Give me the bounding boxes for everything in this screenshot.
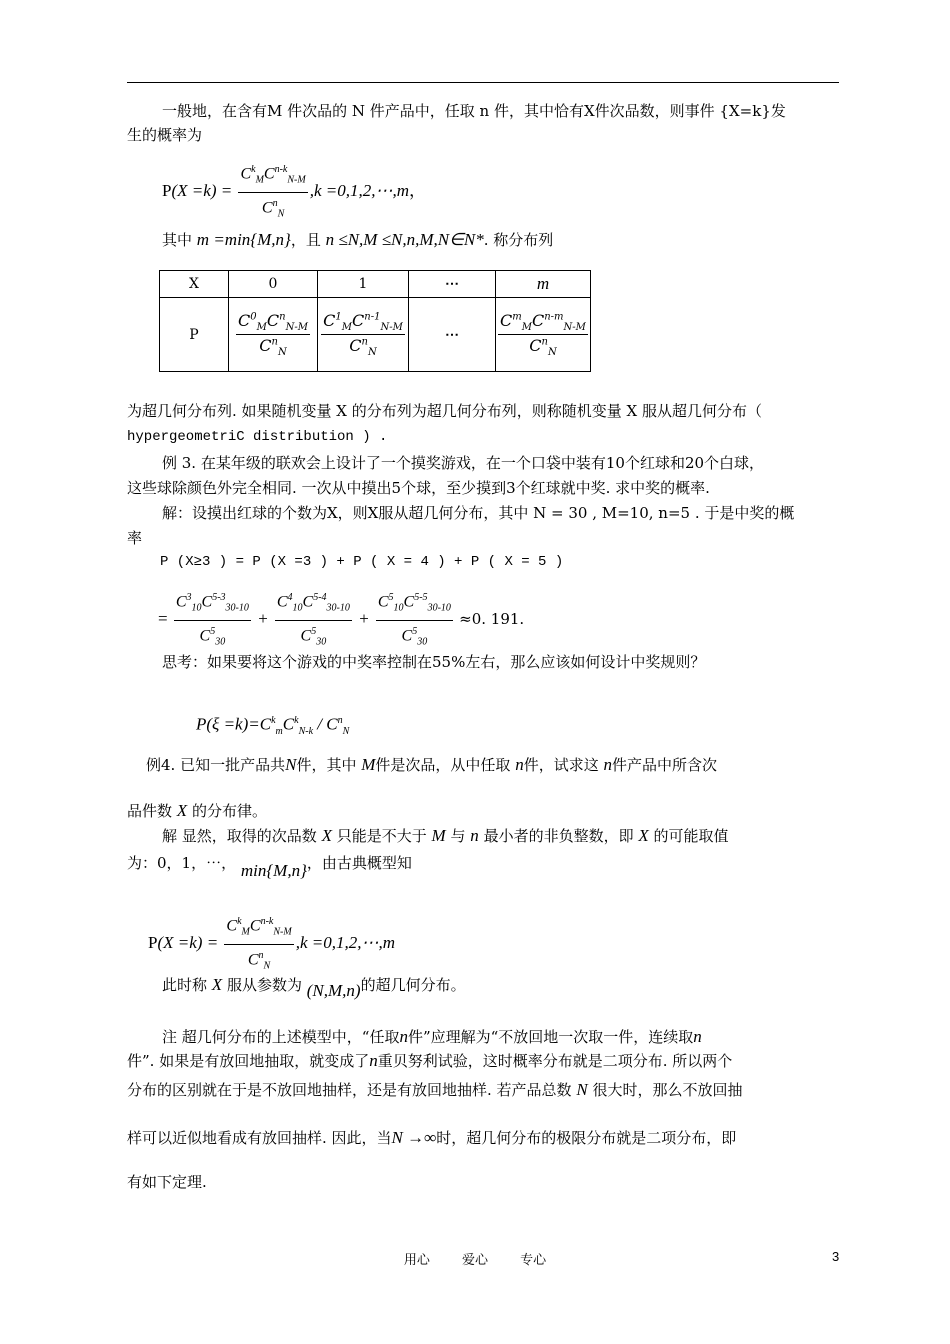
hypergeometric-formula-3: P(X =k) = $\frac{C^k_MC^{n-k}_{N-M}}{C^n_N}$ ,k =0,1,2,⋯,m: [148, 912, 395, 976]
condition: n ≤N,M ≤N,n,M,N∈N*: [325, 230, 484, 249]
table-prob-1: $\frac{C^1_MC^{n-1}_{N-M}}{C^n_N}$: [318, 298, 409, 372]
table-cell: ⋯: [409, 298, 496, 372]
footer-word: 爱心: [461, 1253, 488, 1268]
intro-line-1: 一般地，在含有M 件次品的 N 件产品中，任取 n 件，其中恰有X件次品数，则事件 {X=k}发: [162, 102, 786, 120]
table-cell: 0: [229, 271, 318, 298]
example3-line-2: 这些球除颜色外完全相同. 一次从中摸出5个球，至少摸到3个红球就中奖. 求中奖的概率.: [127, 479, 710, 497]
parameter-line: 此时称 X 服从参数为 (N,M,n)的超几何分布。: [162, 975, 466, 1000]
note-line-5: 有如下定理.: [127, 1173, 207, 1191]
m-definition: m =min{M,n}: [196, 230, 291, 249]
intro-line-2: 生的概率为: [127, 126, 203, 144]
distribution-table: [159, 270, 591, 372]
note-line-1: 注 超几何分布的上述模型中，“任取n件”应理解为“不放回地一次取一件，连续取n: [162, 1027, 702, 1046]
table-cell: ⋯: [409, 271, 496, 298]
footer: [0, 1249, 950, 1268]
example4-line-2: 品件数 X 的分布律。: [127, 801, 267, 820]
solution3-sum: = $\frac{C^3_{10}C^{5-3}_{30-10}}{C^5_{30}}$ + $\frac{C^4_{10}C^{5-4}_{30-10}}{C^5_{30}}$ + $\frac{C^5_{10}C^{5-5}_{30-10}}{C^5_{30}}$ ≈0. 191.: [158, 588, 524, 652]
footer-word: 专心: [520, 1253, 547, 1268]
table-prob-0: $\frac{C^0_MC^n_{N-M}}{C^n_N}$: [229, 298, 318, 372]
solution3-line-2: 率: [127, 529, 143, 547]
definition-line: 其中 m =min{M,n}，且 n ≤N,M ≤N,n,M,N∈N*. 称分布列: [162, 230, 554, 249]
example3-line-1: 例 3. 在某年级的联欢会上设计了一个摸奖游戏，在一个口袋中装有10个红球和20个白球，: [162, 454, 765, 472]
solution3-line-1: 解：设摸出红球的个数为X，则X服从超几何分布，其中 N = 30 , M=10, n=5 . 于是中奖的概: [162, 504, 795, 522]
hypergeometric-formula-1: P(X =k) = $\frac{C^k_MC^{n-k}_{N-M}}{C^n_N}$ ,k =0,1,2,⋯,m，: [162, 160, 426, 224]
page-number: 3: [832, 1249, 840, 1264]
table-cell: m: [496, 271, 591, 298]
solution3-line-3: P (X≥3 ) = P (X =3 ) + P ( X = 4 ) + P ( X = 5 ): [160, 554, 564, 570]
definition-line-3: hypergeometriC distribution ) .: [127, 429, 388, 445]
solution4-line-1: 解 显然，取得的次品数 X 只能是不大于 M 与 n 最小者的非负整数，即 X 的可能取值: [162, 826, 729, 845]
table-header-x: X: [160, 271, 229, 298]
definition-line-2: 为超几何分布列. 如果随机变量 X 的分布列为超几何分布列，则称随机变量 X 服从超几何分布（: [127, 402, 762, 420]
table-header-p: P: [160, 298, 229, 372]
solution4-line-2: 为：0，1，⋯， min{M,n}，由古典概型知: [127, 854, 412, 880]
note-line-2: 件”. 如果是有放回地抽取，就变成了n重贝努利试验，这时概率分布就是二项分布. 所以两个: [127, 1051, 733, 1070]
header-rule: [127, 82, 839, 83]
hypergeometric-formula-2: $P(\xi =k)=C^k_mC^k_{N-k} / C^n_N$: [196, 714, 350, 738]
footer-word: 用心: [403, 1253, 430, 1268]
note-line-4: 样可以近似地看成有放回抽样. 因此，当N →∞时，超几何分布的极限分布就是二项分布，即: [127, 1128, 737, 1147]
note-line-3: 分布的区别就在于是不放回地抽样，还是有放回地抽样. 若产品总数 N 很大时，那么不放回抽: [127, 1080, 743, 1099]
think-question: 思考：如果要将这个游戏的中奖率控制在55%左右，那么应该如何设计中奖规则？: [162, 653, 706, 671]
table-cell: 1: [318, 271, 409, 298]
example4-line-1: 例4. 已知一批产品共N件，其中 M件是次品，从中任取 n件，试求这 n件产品中所含次: [146, 755, 718, 774]
table-prob-m: $\frac{C^m_MC^{n-m}_{N-M}}{C^n_N}$: [496, 298, 591, 372]
